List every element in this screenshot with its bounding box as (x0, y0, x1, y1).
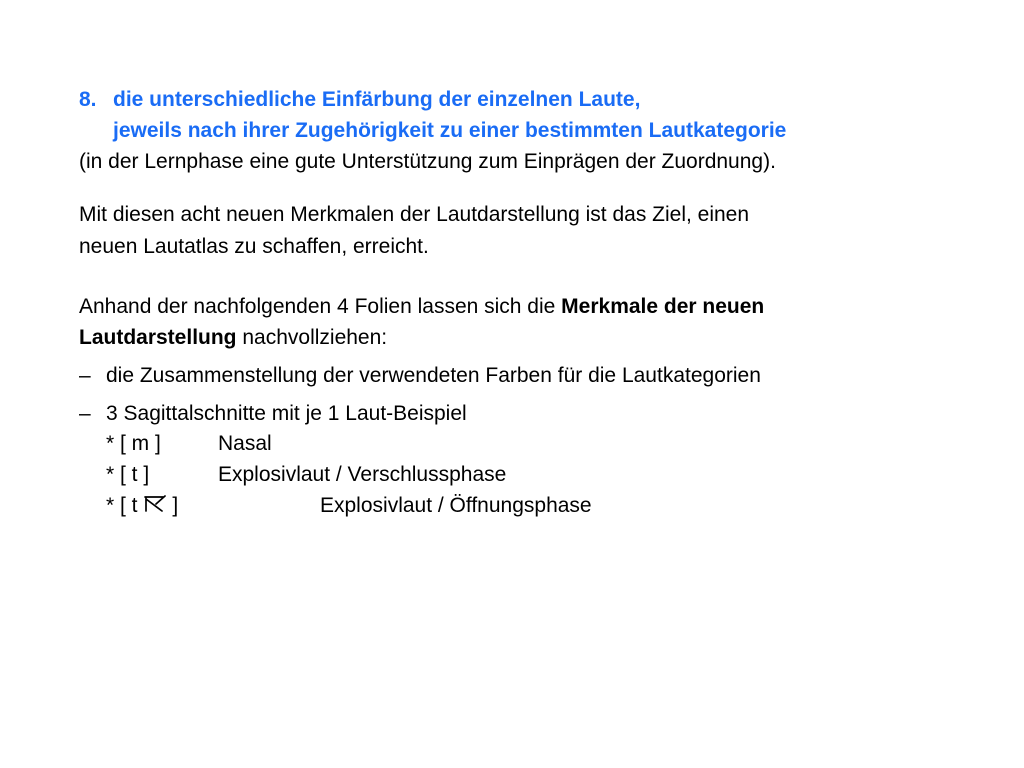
example-description-2: Explosivlaut / Verschlussphase (218, 463, 507, 486)
example-symbol-1: * [ m ] (106, 432, 161, 455)
point-note: (in der Lernphase eine gute Unterstützung zum Einprägen der Zuordnung). (79, 150, 776, 173)
paragraph-2-bold-1: Merkmale der neuen (561, 295, 765, 318)
paragraph-2-line-1 (79, 293, 764, 321)
point-line-1: die unterschiedliche Einfärbung der einzelnen Laute, (113, 88, 641, 111)
example-symbol-3-prefix: * [ t (106, 494, 138, 517)
bullet-dash-1: – (79, 364, 91, 387)
paragraph-2-bold-2: Lautdarstellung (79, 326, 237, 349)
bullet-text-1: die Zusammenstellung der verwendeten Farben für die Lautkategorien (106, 364, 761, 387)
paragraph-1-line-1: Mit diesen acht neuen Merkmalen der Lautdarstellung ist das Ziel, einen (79, 203, 750, 226)
point-line-2: jeweils nach ihrer Zugehörigkeit zu einer bestimmten Lautkategorie (113, 119, 787, 142)
bullet-dash-2: – (79, 402, 91, 425)
aspiration-mark-icon (141, 493, 167, 515)
example-symbol-2: * [ t ] (106, 463, 150, 486)
example-description-3: Explosivlaut / Öffnungsphase (320, 494, 592, 517)
example-description-1: Nasal (218, 432, 272, 455)
paragraph-2-rest: nachvollziehen: (236, 326, 388, 349)
paragraph-1-line-2: neuen Lautatlas zu schaffen, erreicht. (79, 235, 429, 258)
paragraph-2-intro: Anhand der nachfolgenden 4 Folien lassen sich die (79, 295, 562, 318)
paragraph-2-line-2 (79, 324, 387, 352)
example-symbol-3-suffix: ] (166, 494, 179, 517)
point-number: 8. (79, 88, 97, 111)
example-symbol-3 (106, 492, 178, 520)
bullet-text-2: 3 Sagittalschnitte mit je 1 Laut-Beispiel (106, 402, 467, 425)
